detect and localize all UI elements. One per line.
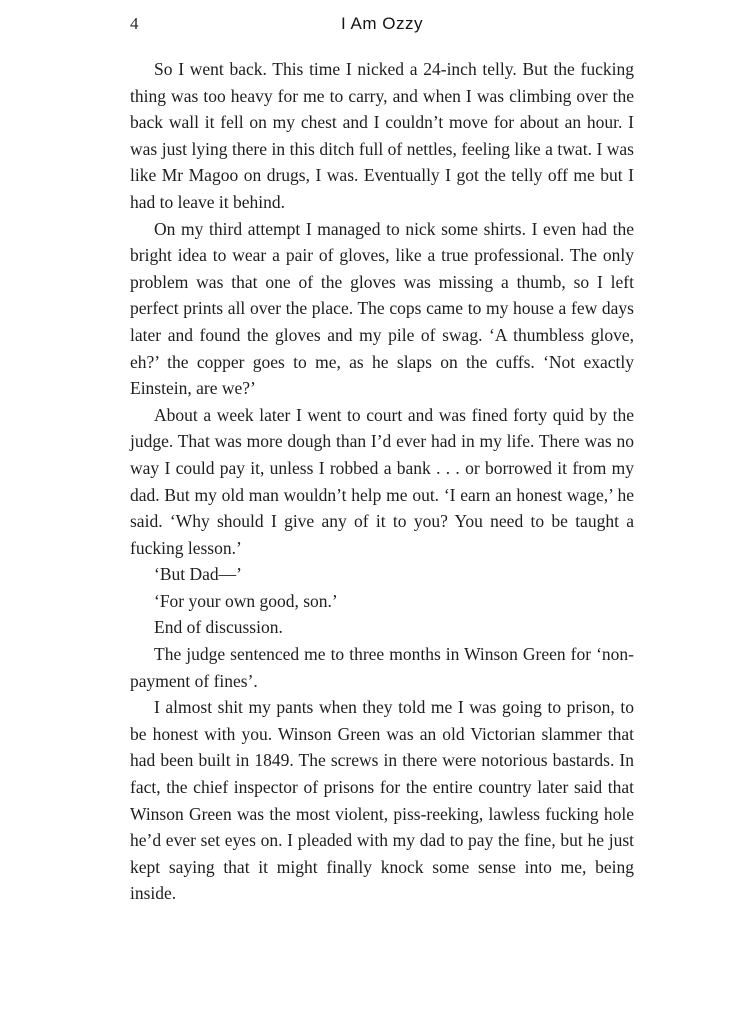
paragraph: On my third attempt I managed to nick some shirts. I even had the bright idea to wear a pair of gloves, like a true professional. The only problem was that one of the gloves was missing a thumb, so I left perfect prints all over the place. The cops came to my house a few days later and found the gloves and my pile of swag. ‘A thumbless glove, eh?’ the copper goes to me, as he slaps on the cuffs. ‘Not exactly Einstein, are we?’ bbox=[130, 218, 634, 399]
page-header bbox=[130, 14, 634, 36]
text-column bbox=[130, 14, 634, 907]
paragraph: I almost shit my pants when they told me I was going to prison, to be honest with you. Winson Green was an old Victorian slammer that had been built in 1849. The screws in there were notorious bastards. In fact, the chief inspector of prisons for the entire country later said that Winson Green was the most violent, piss-reeking, lawless fucking hole he’d ever set eyes on. I pleaded with my dad to pay the fine, but he just kept saying that it might finally knock some sense into me, being inside. bbox=[130, 697, 634, 904]
paragraph: End of discussion. bbox=[154, 617, 283, 638]
paragraph: About a week later I went to court and was fined forty quid by the judge. That was more dough than I’d ever had in my life. There was no way I could pay it, unless I robbed a bank . . . or borrowed it from my dad. But my old man wouldn’t help me out. ‘I earn an honest wage,’ he said. ‘Why should I give any of it to you? You need to be taught a fucking lesson.’ bbox=[130, 404, 634, 558]
page-number: 4 bbox=[130, 14, 139, 33]
paragraph: The judge sentenced me to three months in Winson Green for ‘non-payment of fines’. bbox=[130, 644, 634, 691]
body-text bbox=[130, 56, 634, 907]
paragraph: So I went back. This time I nicked a 24-inch telly. But the fucking thing was too heavy for me to carry, and when I was climbing over the back wall it fell on my chest and I couldn’t move for about an hour. I was just lying there in this ditch full of nettles, feeling like a twat. I was like Mr Magoo on drugs, I was. Eventually I got the telly off me but I had to leave it behind. bbox=[130, 59, 634, 212]
running-title: I Am Ozzy bbox=[341, 14, 423, 33]
paragraph: ‘But Dad—’ bbox=[154, 564, 242, 585]
paragraph: ‘For your own good, son.’ bbox=[154, 590, 338, 611]
